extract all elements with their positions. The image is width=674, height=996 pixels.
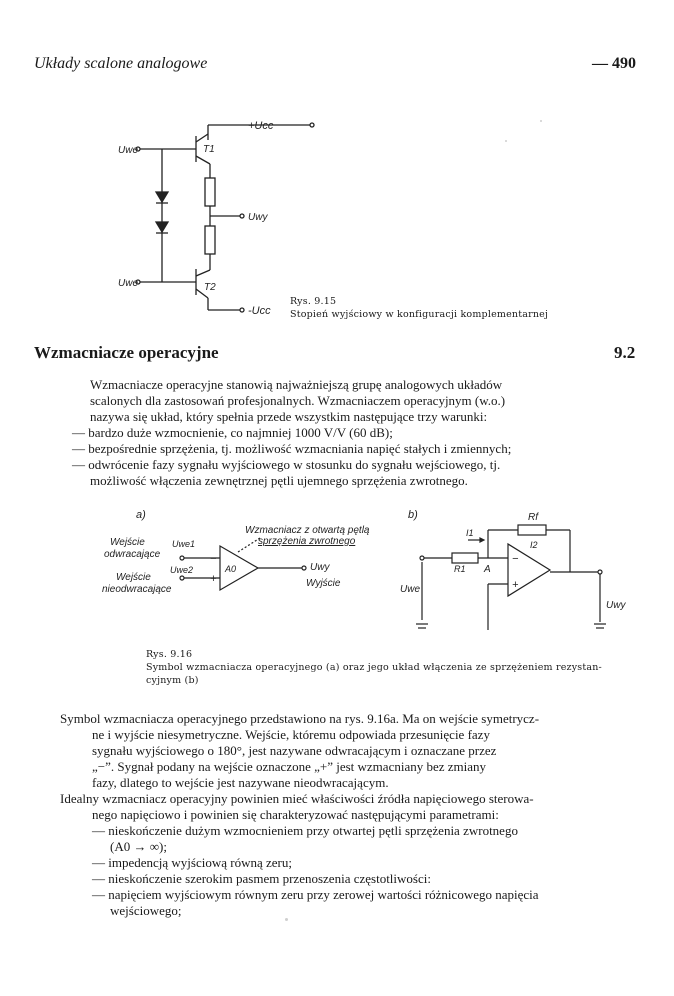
label-t1: T1 [203,144,215,155]
fig-a-plus: + [210,573,217,585]
list-item: — bezpośrednie sprzężenia, tj. możliwość wzmacniania napięć stałych i zmiennych; [72,441,512,456]
label-uwe-top: Uwe [118,145,139,156]
figure-9-16-caption [146,648,602,687]
fig-b-uwy: Uwy [606,600,626,611]
label-t2: T2 [204,282,216,293]
figure-9-16-diagram [102,500,630,640]
intro-paragraph [90,377,505,425]
body-paragraph-1 [60,711,539,791]
list-item: — nieskończenie szerokim pasmem przenoszenia częstotliwości: [92,871,431,886]
section-title: Wzmacniacze operacyjne [34,343,219,362]
fig-a-gain: A0 [225,564,237,574]
fig-a-uwe1: Uwe1 [172,539,196,549]
caption-number: Rys. 9.16 [146,649,193,660]
fig-a-title-2: sprzężenia zwrotnego [258,536,356,547]
scan-speck [285,918,288,921]
fig-a-uwy: Uwy [310,562,330,573]
running-header-title: Układy scalone analogowe [34,55,208,72]
caption-line: Symbol wzmacniacza operacyjnego (a) oraz jego układ włączenia ze sprzężeniem rezystan- [146,662,602,673]
paragraph-line: nego napięciowo i powinien się charakteryzować następującymi parametrami: [92,807,499,822]
paragraph-line: Symbol wzmacniacza operacyjnego przedstawiono na rys. 9.16a. Ma on wejście symetrycz- [60,711,540,726]
scan-speck [540,120,542,122]
paragraph-line: „−”. Sygnał podany na wejście oznaczone „+” jest wzmacniany bez zmiany [92,759,487,774]
fig-a-inv-2: odwracające [104,549,161,560]
fig-b-i2: I2 [530,540,538,550]
fig-b-plus: + [512,579,519,591]
paragraph-line: Idealny wzmacniacz operacyjny powinien mieć właściwości źródła napięciowego sterowa- [60,791,534,806]
list-item-continuation: możliwość włączenia zewnętrznej pętli ujemnego sprzężenia zwrotnego. [90,473,468,488]
fig-a-ninv-2: nieodwracające [102,584,172,595]
list-item: — nieskończenie dużym wzmocnieniem przy otwartej pętli sprzężenia zwrotnego [92,823,518,838]
caption-text: Stopień wyjściowy w konfiguracji komplementarnej [290,309,549,320]
fig-a-title-1: Wzmacniacz z otwartą pętlą [245,525,370,536]
fig-b-node-a: A [484,564,491,575]
list-item: — bardzo duże wzmocnienie, co najmniej 1000 V/V (60 dB); [72,425,393,440]
paragraph-line: ne i wyjście niesymetryczne. Wejście, któremu odpowiada przesunięcie fazy [92,727,490,742]
scan-speck [505,140,507,142]
fig-a-output: Wyjście [306,578,341,589]
list-item: — odwrócenie fazy sygnału wyjściowego w stosunku do sygnału wejściowego, tj. [72,457,501,472]
fig-a-inv-1: Wejście [110,537,145,548]
page-number: — 490 [592,55,636,72]
fig-a-minus: − [210,553,217,565]
label-ucc-neg: -Ucc [248,305,271,317]
figure-9-15-circuit [100,110,300,320]
fig-b-rf: Rf [528,512,538,523]
section-number: 9.2 [614,343,636,362]
list-item: — impedencją wyjściową równą zeru; [92,855,292,870]
list-item-continuation: (A0 → ∞); [110,839,167,854]
label-uwy: Uwy [248,212,268,223]
figure-9-15-caption [290,295,548,321]
intro-line: nazywa się układ, który spełnia przede wszystkim następujące trzy warunki: [90,409,488,424]
caption-number: Rys. 9.15 [290,296,337,307]
paragraph-line: sygnału wyjściowego o 180°, jest nazywane odwracającym i oznaczane przez [92,743,497,758]
fig-a-uwe2: Uwe2 [170,565,194,575]
fig-b-uwe: Uwe [400,584,421,595]
body-bullets [92,823,539,919]
fig-a-tag: a) [136,509,146,521]
body-paragraph-2 [60,791,534,823]
intro-line: Wzmacniacze operacyjne stanowią najważniejszą grupę analogowych układów [90,377,503,392]
fig-b-tag: b) [408,509,418,521]
intro-line: scalonych dla zastosowań profesjonalnych. Wzmacniaczem operacyjnym (w.o.) [90,393,506,408]
intro-bullets [72,425,511,489]
paragraph-line: fazy, dlatego to wejście jest nazywane nieodwracającym. [92,775,389,790]
label-ucc-pos: +Ucc [248,120,274,132]
fig-b-i1: I1 [466,528,474,538]
fig-a-ninv-1: Wejście [116,572,151,583]
list-item-continuation: wejściowego; [110,903,182,918]
caption-line: cyjnym (b) [146,675,199,686]
list-item: — napięciem wyjściowym równym zeru przy zerowej wartości różnicowego napięcia [92,887,539,902]
label-uwe-bottom: Uwe [118,278,139,289]
fig-b-r1: R1 [454,564,466,574]
fig-b-minus: − [512,553,519,565]
